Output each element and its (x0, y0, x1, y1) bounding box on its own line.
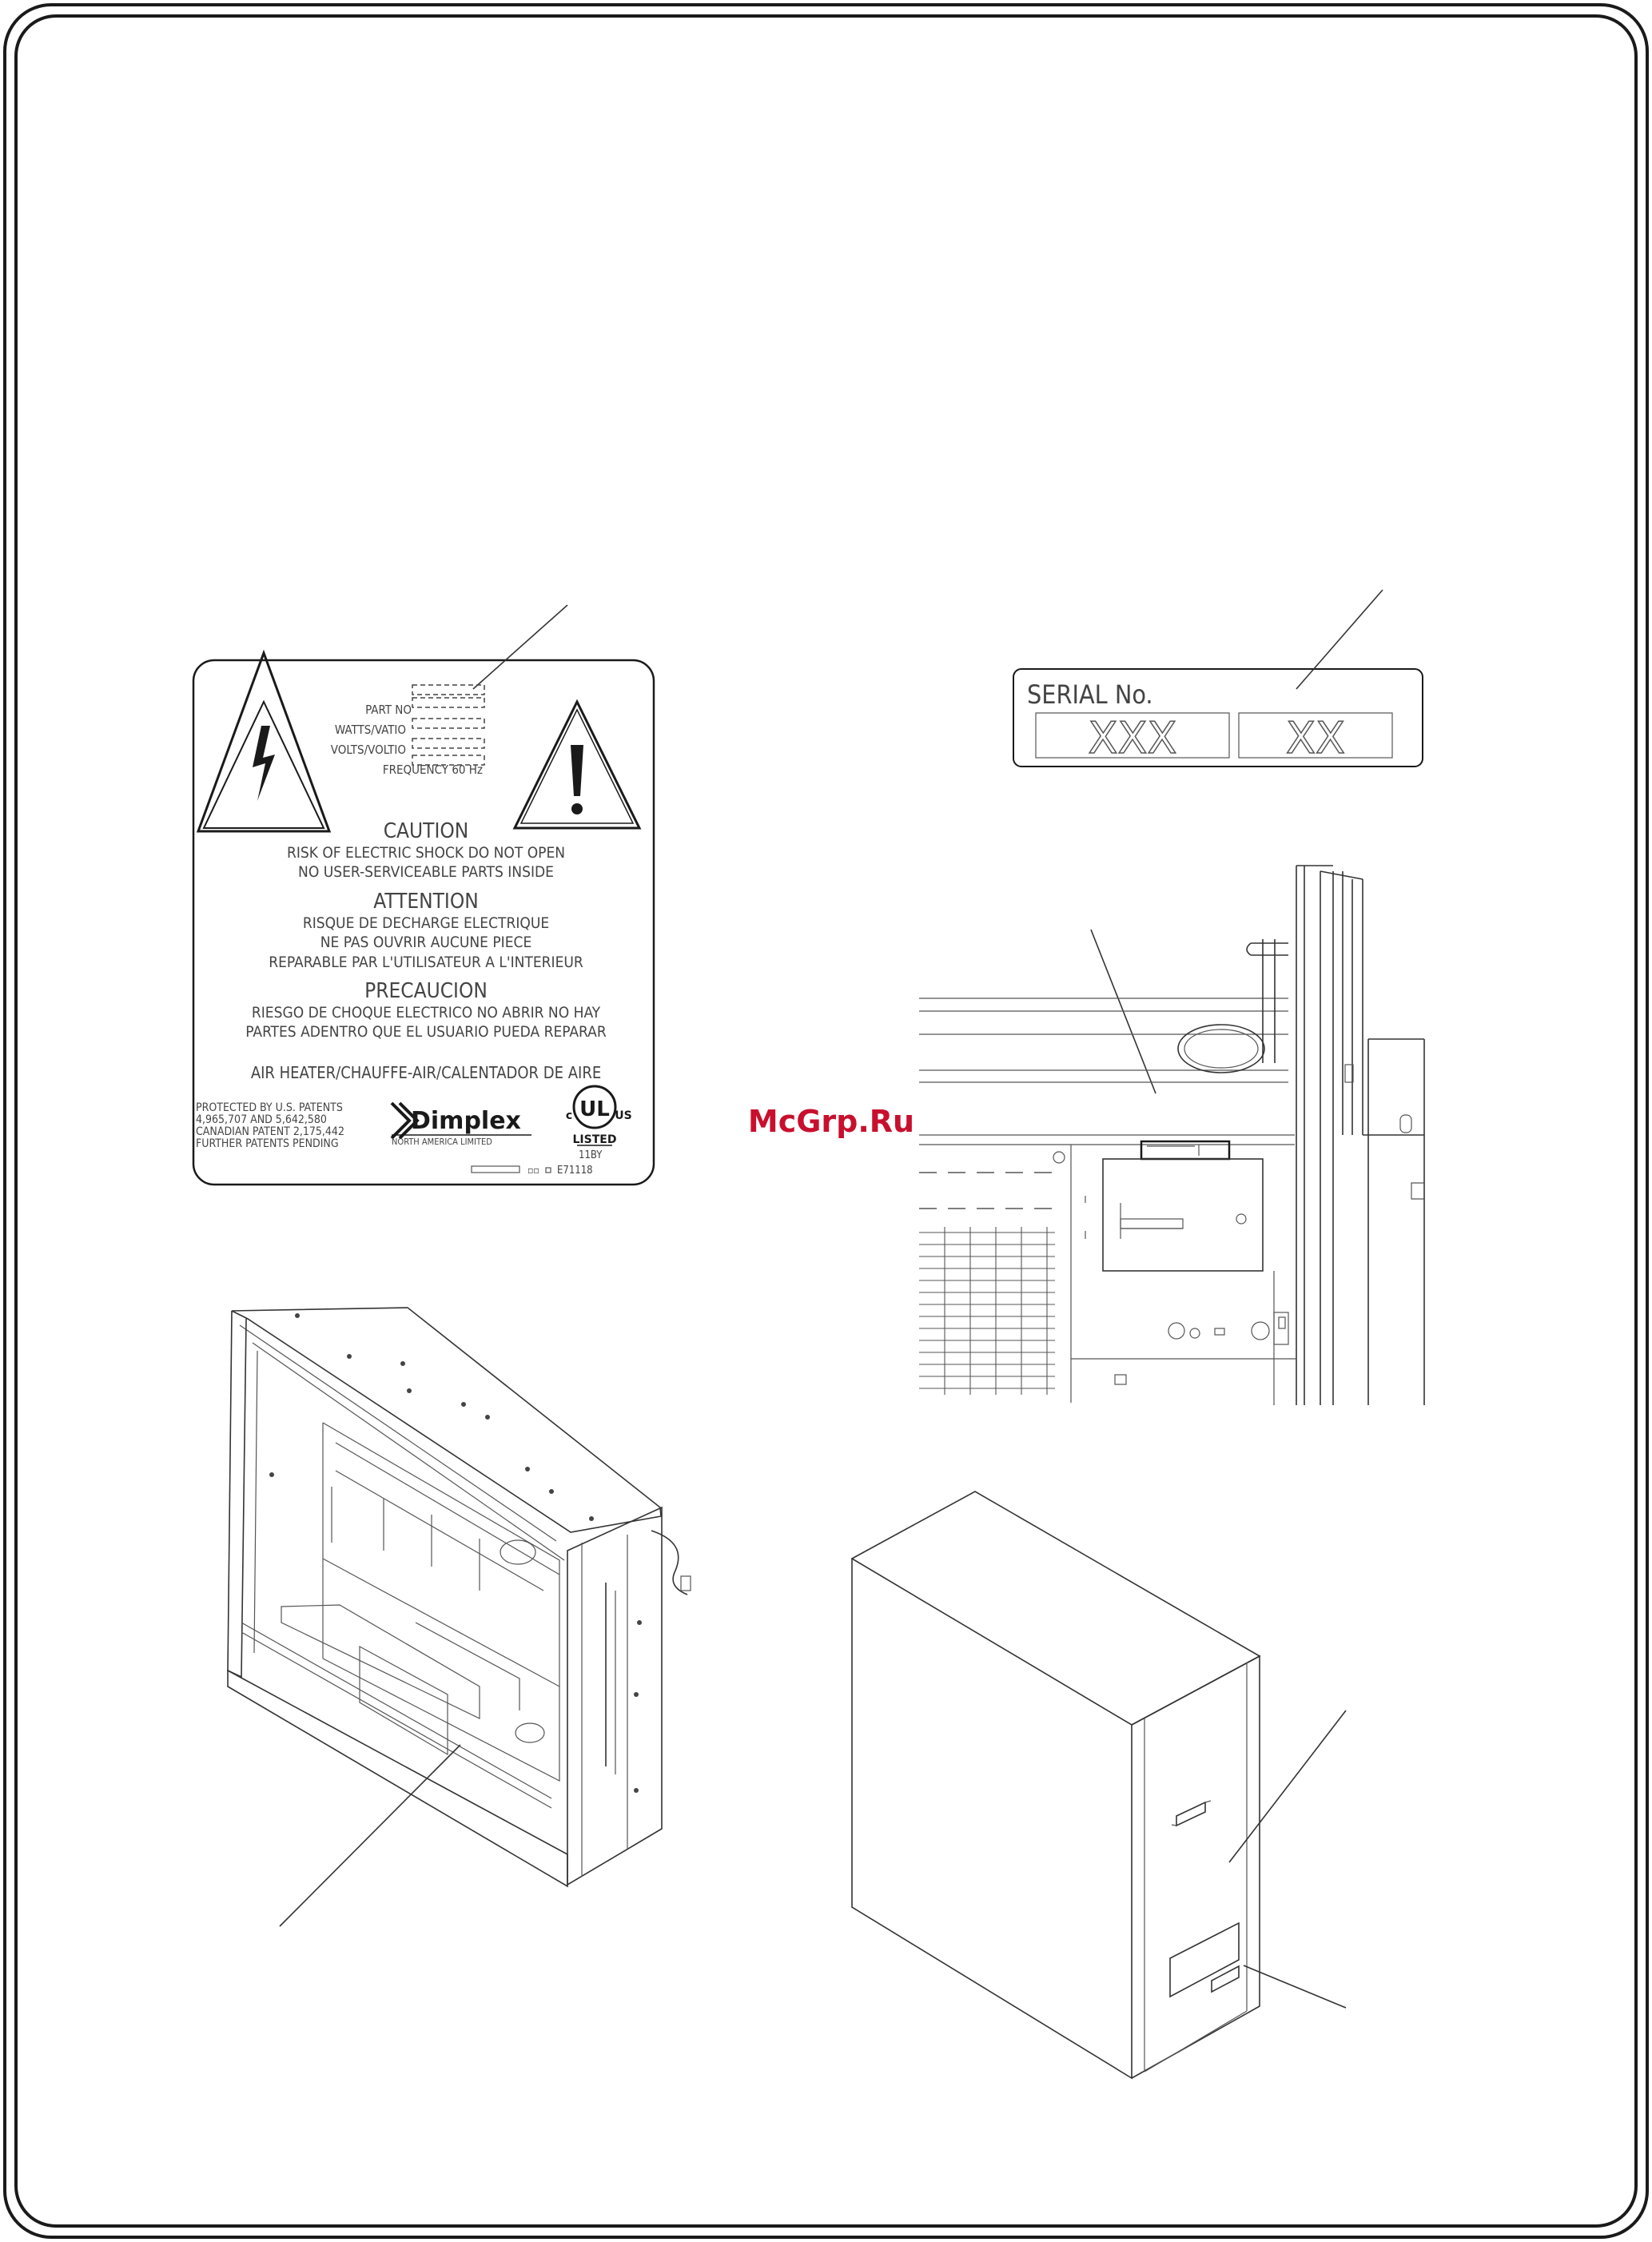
caution-line-2: NO USER-SERVICEABLE PARTS INSIDE (298, 863, 554, 881)
ul-mark: UL (579, 1097, 610, 1121)
brand-subtitle: NORTH AMERICA LIMITED (392, 1137, 492, 1147)
code-2: E71118 (557, 1165, 593, 1177)
electric-shock-warning-icon (198, 653, 329, 831)
serial-label: SERIAL No. (1027, 679, 1153, 710)
attention-line-1: RISQUE DE DECHARGE ELECTRIQUE (302, 914, 550, 932)
serial-box-2-value: XX (1286, 713, 1345, 763)
precaucion-line-1: RIESGO DE CHOQUE ELECTRICO NO ABRIR NO HAY (251, 1004, 601, 1021)
leader-line-firebox (280, 1745, 460, 1926)
patent-line-2: 4,965,707 AND 5,642,580 (196, 1113, 327, 1126)
ul-listed: LISTED (572, 1133, 617, 1146)
rating-plate (193, 605, 654, 1185)
leader-line-serial-plate (1296, 590, 1383, 689)
precaucion-heading: PRECAUCION (364, 979, 488, 1003)
ul-listed-mark (566, 1086, 632, 1146)
attention-line-2: NE PAS OUVRIR AUCUNE PIECE (320, 934, 532, 951)
patent-line-1: PROTECTED BY U.S. PATENTS (196, 1101, 343, 1114)
firebox-unit (228, 1308, 691, 1926)
small-mark: ▫▫ (527, 1165, 539, 1176)
serial-box-1-value: XXX (1088, 713, 1177, 763)
field-part-no: PART NO (365, 703, 412, 717)
interior-detail-view (919, 866, 1424, 1405)
exclamation-warning-icon (515, 702, 639, 828)
watermark: McGrp.Ru (747, 1104, 915, 1139)
serial-plate (1013, 590, 1423, 767)
brand-name: Dimplex (411, 1107, 521, 1135)
ul-c: c (565, 1109, 573, 1122)
attention-heading: ATTENTION (373, 890, 479, 914)
caution-heading: CAUTION (383, 819, 469, 843)
field-watts: WATTS/VATIO (334, 723, 406, 737)
field-volts: VOLTS/VOLTIO (330, 743, 406, 757)
round-opening (1178, 1025, 1264, 1073)
field-frequency: FREQUENCY 60 Hz (382, 763, 483, 777)
barcode-strip (472, 1166, 519, 1173)
patent-line-3: CANADIAN PATENT 2,175,442 (196, 1125, 344, 1138)
caution-line-1: RISK OF ELECTRIC SHOCK DO NOT OPEN (286, 844, 566, 862)
precaucion-line-2: PARTES ADENTRO QUE EL USUARIO PUEDA REPARAR (245, 1023, 607, 1041)
pipe-elbow (1247, 939, 1288, 1063)
dimplex-logo (392, 1103, 531, 1147)
heater-description: AIR HEATER/CHAUFFE-AIR/CALENTADOR DE AIRE (250, 1063, 602, 1082)
code-1: 11BY (579, 1149, 603, 1161)
grille (919, 1227, 1055, 1395)
leader-line-rating-plate (473, 605, 567, 689)
patent-line-4: FURTHER PATENTS PENDING (196, 1137, 339, 1150)
serial-label-cabinet (1212, 1966, 1239, 1992)
rating-label-location (1170, 1923, 1239, 1997)
value-boxes (412, 685, 484, 765)
ul-us: US (615, 1109, 632, 1122)
attention-line-3: REPARABLE PAR L'UTILISATEUR A L'INTERIEUR (269, 954, 583, 971)
serial-label-location (1141, 1141, 1229, 1159)
cabinet-unit (852, 1491, 1346, 2078)
